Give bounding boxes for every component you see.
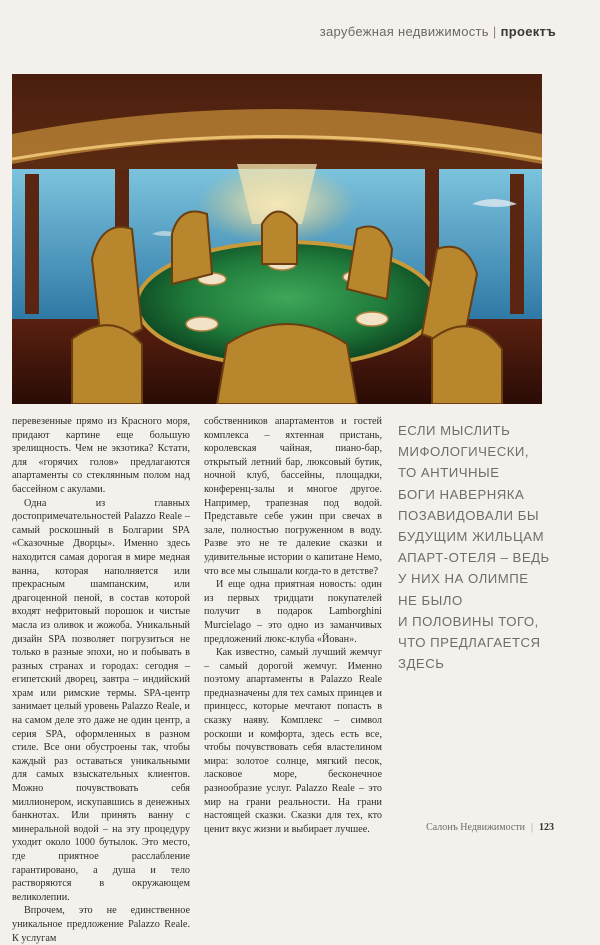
article-column-2 [204, 415, 382, 836]
pull-quote-line: У НИХ НА ОЛИМПЕ [398, 571, 529, 587]
pull-quote-line: ЕСЛИ МЫСЛИТЬ [398, 423, 511, 438]
column1-paragraph: перевезенные прямо из Красного моря, придают картине еще большую зрелищность. Чем не экзотика? Кстати, для «горячих голов» предлагаются апартаменты со стеклянным полом над бассейном с акулами. [12, 416, 190, 495]
footer-separator: | [530, 822, 533, 833]
dining-room-photo [12, 74, 542, 404]
header-separator: | [492, 24, 497, 39]
pull-quote-line: НЕ БЫЛО [398, 592, 463, 608]
header-section: проектъ [500, 24, 556, 39]
pull-quote-line: БУДУЩИМ ЖИЛЬЦАМ [398, 529, 545, 545]
pull-quote-line: АПАРТ-ОТЕЛЯ – ВЕДЬ [398, 550, 550, 566]
pull-quote-line: МИФОЛОГИЧЕСКИ, [398, 444, 530, 460]
photo-illustration [12, 74, 542, 404]
pull-quote-line: ЧТО ПРЕДЛАГАЕТСЯ [398, 635, 541, 651]
column1-paragraph: Впрочем, это не единственное уникальное предложение Palazzo Reale. К услугам [12, 905, 190, 944]
article-column-1 [12, 415, 190, 945]
pull-quote-line: ТО АНТИЧНЫЕ [398, 465, 500, 481]
pull-quote [398, 420, 558, 674]
pull-quote-line: И ПОЛОВИНЫ ТОГО, [398, 613, 539, 629]
running-footer [426, 822, 554, 833]
header-category: зарубежная недвижимость [319, 24, 489, 39]
page-number: 123 [539, 822, 554, 833]
column2-paragraph: собственников апартаментов и гостей комплекса – яхтенная пристань, королевская чайная, пиано-бар, открытый летний бар, люксовый бутик, ночной клуб, бассейны, площадки, конференц-залы и многое другое. Например, трапезная под водой. Представьте себе ужин при свечах в зале, полностью погруженном в воду. Разве это не те далекие сказки и удивительные истории о капитане Немо, что все мы слышали когда-то в детстве? [204, 416, 382, 577]
column1-paragraph: Одна из главных достопримечательностей Palazzo Reale – самый роскошный в Болгарии SPA «Сказочные Дворцы». Именно здесь находится самая дорогая в мире медная ванна, которая наполняется или прекрасным шампанским, или драгоценной пеной, в состав которой входят нефритовый порошок и чистые масла из оливок и жожоба. Уникальный дизайн SPA позволяет погрузиться не только в разные эпохи, но и побывать в разных странах и городах: сегодня – египетский дворец, завтра – индийский храм или римские термы. SPA-центр занимает целый уровень Palazzo Reale, и на самом деле это даже не один центр, а серия SPA, оформленных в разном стиле. Все они обустроены так, чтобы каждый раз оставаться уникальными для самых взыскательных клиентов. Можно почувствовать себя миллионером, искупавшись в денежных банкнотах. Или принять ванну с минеральной водой – на эту процедуру уходит около 1000 бутылок. Это место, где приятное расслабление гарантировано, а душа и тело растворяются в окружающем великолепии. [12, 497, 190, 903]
pull-quote-line: БОГИ НАВЕРНЯКА [398, 486, 525, 502]
footer-magazine: Салонъ Недвижимости [426, 822, 525, 833]
column2-paragraph: Как известно, самый лучший жемчуг – самый дорогой жемчуг. Именно поэтому апартаменты в Palazzo Reale предназначены для тех самых принцев и принцесс, которые мечтают попасть в сказку наяву. Комплекс – символ роскоши и комфорта, здесь есть все, чтобы почувствовать себя властелином мира: золотое солнце, мягкий песок, ласковое море, бесконечное разнообразие услуг. Palazzo Reale – это мир на грани реальности. На грани настоящей сказки. Сказки для тех, кто ценит вкус жизни и выбирает лучшее. [204, 647, 382, 835]
pull-quote-line: ЗДЕСЬ [398, 656, 445, 672]
column2-paragraph: И еще одна приятная новость: один из первых тридцати покупателей получит в подарок Lamborghini Murcielago – это одно из заманчивых предложений люкс-клуба «Йован». [204, 579, 382, 645]
running-header [320, 24, 556, 39]
pull-quote-line: ПОЗАВИДОВАЛИ БЫ [398, 507, 540, 523]
